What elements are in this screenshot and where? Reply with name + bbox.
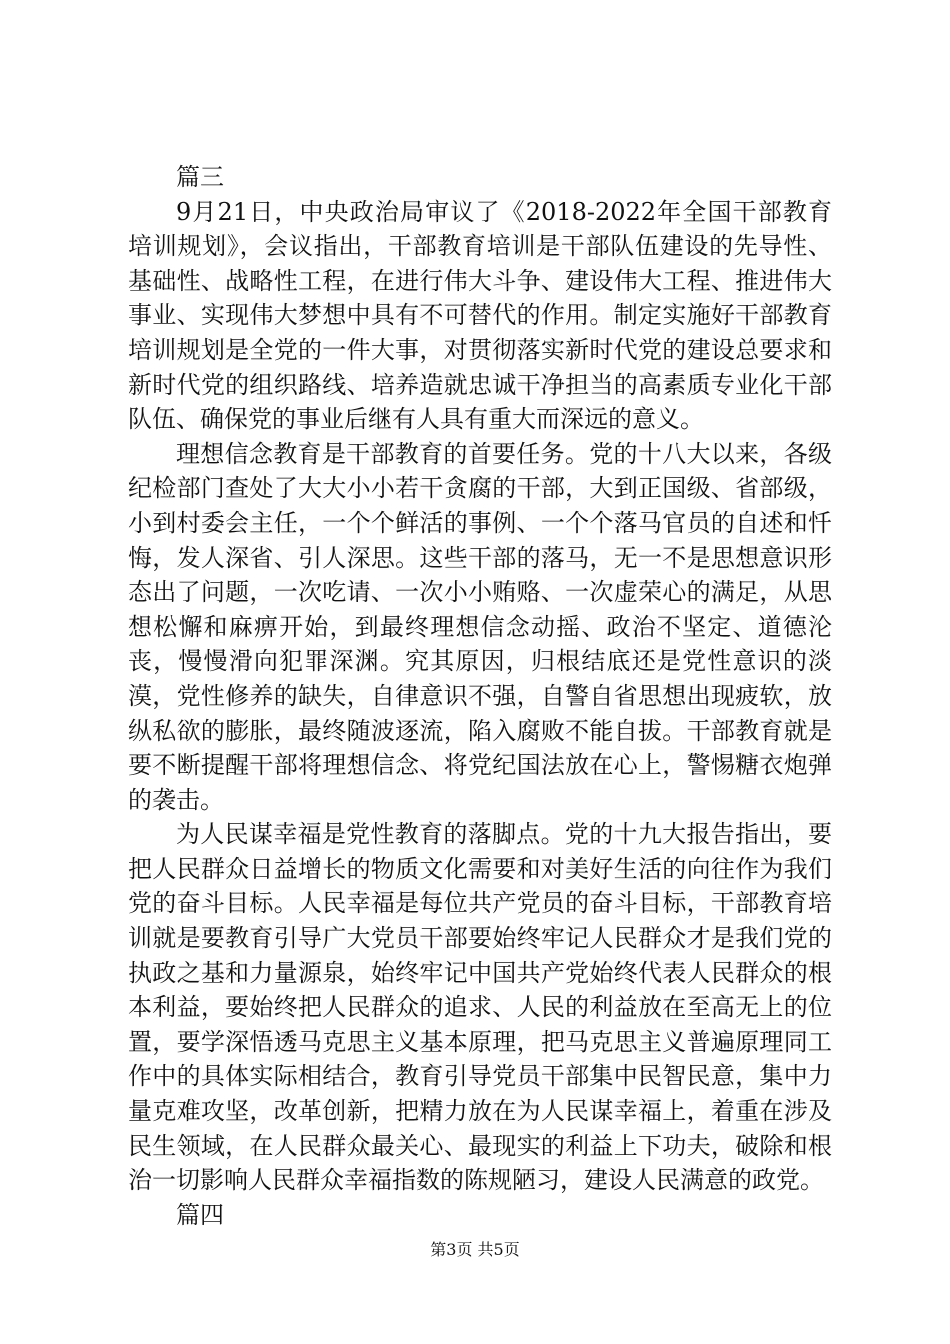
paragraph-training-plan: 9月21日，中央政治局审议了《2018-2022年全国干部教育培训规划》，会议指出，干部教育培训是干部队伍建设的先导性、基础性、战略性工程，在进行伟大斗争、建设伟大工程、推进伟大事业、实现伟大梦想中具有不可替代的作用。制定实施好干部教育培训规划是全党的一件大事，对贯彻落实新时代党的建设总要求和新时代党的组织路线、培养造就忠诚干净担当的高素质专业化干部队伍、确保党的事业后继有人具有重大而深远的意义。 (128, 197, 832, 434)
document-body (128, 160, 832, 1232)
page-number-footer: 第3页 共5页 (430, 1240, 520, 1259)
section-three-title: 篇三 (176, 163, 224, 191)
paragraph-ideals-education: 理想信念教育是干部教育的首要任务。党的十八大以来，各级纪检部门查处了大大小小若干贪腐的干部，大到正国级、省部级，小到村委会主任，一个个鲜活的事例、一个个落马官员的自述和忏悔，发人深省、引人深思。这些干部的落马，无一不是思想意识形态出了问题，一次吃请、一次小小贿赂、一次虚荣心的满足，从思想松懈和麻痹开始，到最终理想信念动摇、政治不坚定、道德沦丧，慢慢滑向犯罪深渊。究其原因，归根结底还是党性意识的淡漠，党性修养的缺失，自律意识不强，自警自省思想出现疲软，放纵私欲的膨胀，最终随波逐流，陷入腐败不能自拔。干部教育就是要不断提醒干部将理想信念、将党纪国法放在心上，警惕糖衣炮弹的袭击。 (128, 439, 832, 814)
paragraph-people-happiness: 为人民谋幸福是党性教育的落脚点。党的十九大报告指出，要把人民群众日益增长的物质文化需要和对美好生活的向往作为我们党的奋斗目标。人民幸福是每位共产党员的奋斗目标，干部教育培训就是要教育引导广大党员干部要始终牢记人民群众才是我们党的执政之基和力量源泉，始终牢记中国共产党始终代表人民群众的根本利益，要始终把人民群众的追求、人民的利益放在至高无上的位置，要学深悟透马克思主义基本原理，把马克思主义普遍原理同工作中的具体实际相结合，教育引导党员干部集中民智民意，集中力量克难攻坚，改革创新，把精力放在为人民谋幸福上，着重在涉及民生领域，在人民群众最关心、最现实的利益上下功夫，破除和根治一切影响人民群众幸福指数的陈规陋习，建设人民满意的政党。 (128, 820, 832, 1195)
section-four-title: 篇四 (176, 1200, 224, 1229)
